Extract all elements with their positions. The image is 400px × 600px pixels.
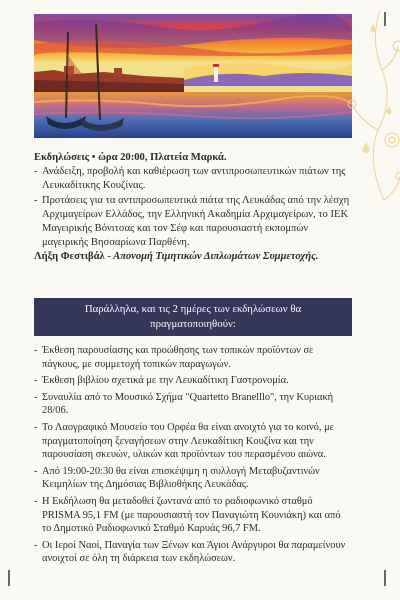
crop-mark-top (384, 12, 386, 26)
banner-line-2: πραγματοποιηθούν: (150, 318, 236, 330)
closing-label: Λήξη Φεστιβάλ (34, 251, 105, 263)
festival-closing (34, 250, 352, 264)
crop-mark-bottom-right (384, 570, 386, 586)
events-section (34, 151, 352, 265)
events-list (34, 165, 352, 250)
parallel-events-list (34, 344, 352, 566)
parallel-events-section (34, 344, 352, 569)
list-item-text: Οι Ιεροί Ναοί, Παναγία των Ξένων και Άγιοι Ανάργυροι θα παραμείνουν ανοιχτοί σε όλη τη διάρκεια των εκδηλώσεων. (42, 539, 346, 565)
list-item: - Η Εκδήλωση θα μεταδοθεί ζωντανά από το ραδιοφωνικό σταθμό PRISMA 95,1 FM (με παρουσιαστή τον Παναγιώτη Κουνιάκη) και από το Δημοτικό Ραδιοφωνικό Σταθμό Καρυάς 96,7 FM. (34, 495, 341, 535)
banner-line-1: Παράλληλα, και τις 2 ημέρες των εκδηλώσεων θα (84, 303, 302, 315)
list-item: - Συναυλία από το Μουσικό Σχήμα "Quartetto Branelllo", την Κυριακή 28/06. (34, 391, 334, 417)
list-item-text: Ανάδειξη, προβολή και καθιέρωση των αντιπροσωπευτικών πιάτων της Λευκαδίτικης Κουζίνας. (42, 166, 346, 192)
list-item-text: Έκθεση παρουσίασης και προώθησης των τοπικών προϊόντων σε πάγκους, με συμμετοχή τοπικών παραγωγών. (42, 345, 314, 370)
list-item-text: Συναυλία από το Μουσικό Σχήμα "Quartetto Branelllo", την Κυριακή 28/06. (42, 391, 334, 417)
parallel-events-banner (34, 298, 352, 336)
list-item-text: Έκθεση βιβλίου σχετικά με την Λευκαδίτικη Γαστρονομία. (42, 375, 289, 387)
list-item-text: Προτάσεις για τα αντιπροσωπευτικά πιάτα της Λευκάδας από την λέσχη Αρχιμαγείρων Ελλάδος, την Ελληνική Ακαδημία Αρχιμαγείρων, το ΙΕΚ Μαγειρικής Βόνιτσας και τον Σέφ και παρουσιαστή εκπομπών μαγειρικής Βησσαρίωνα Παρθένη. (42, 194, 350, 249)
harbor-sunset-painting (34, 14, 352, 138)
list-item: - Έκθεση παρουσίασης και προώθησης των τοπικών προϊόντων σε πάγκους, με συμμετοχή τοπικών παραγωγών. (34, 345, 314, 370)
list-item: - Ανάδειξη, προβολή και καθιέρωση των αντιπροσωπευτικών πιάτων της Λευκαδίτικης Κουζίνας. (34, 166, 346, 192)
list-item-text: Από 19:00-20:30 θα είναι επισκέψιμη η συλλογή Μεταβυζαντινών Κειμηλίων της Δημόσιας Βιβλιοθήκης Λευκάδας. (42, 465, 320, 491)
list-item: - Από 19:00-20:30 θα είναι επισκέψιμη η συλλογή Μεταβυζαντινών Κειμηλίων της Δημόσιας Βιβλιοθήκης Λευκάδας. (34, 465, 320, 491)
crop-mark-bottom-left (8, 570, 10, 586)
list-item-text: Το Λαογραφικό Μουσείο του Ορφέα θα είναι ανοιχτό για το κοινό, με πραγματοποίηση ξεναγήσεων στην Λευκαδίτικη Κουζίνα και την παρουσίαση σκευών, υλικών και προϊόντων του περασμένου αιώνα. (42, 421, 335, 461)
list-item: - Έκθεση βιβλίου σχετικά με την Λευκαδίτικη Γαστρονομία. (34, 375, 289, 387)
list-item-text: Η Εκδήλωση θα μεταδοθεί ζωντανά από το ραδιοφωνικό σταθμό PRISMA 95,1 FM (με παρουσιαστή τον Παναγιώτη Κουνιάκη) και από το Δημοτικό Ραδιοφωνικό Σταθμό Καρυάς 96,7 FM. (42, 495, 341, 535)
closing-text: - Απονομή Τιμητικών Διπλωμάτων Συμμετοχής. (104, 251, 319, 263)
list-item: - Το Λαογραφικό Μουσείο του Ορφέα θα είναι ανοιχτό για το κοινό, με πραγματοποίηση ξεναγήσεων στην Λευκαδίτικη Κουζίνα και την παρουσίαση σκευών, υλικών και προϊόντων του περασμένου αιώνα. (34, 421, 335, 461)
events-heading: Εκδηλώσεις • ώρα 20:00, Πλατεία Μαρκά. (34, 152, 227, 163)
list-item: - Προτάσεις για τα αντιπροσωπευτικά πιάτα της Λευκάδας από την λέσχη Αρχιμαγείρων Ελλάδος, την Ελληνική Ακαδημία Αρχιμαγείρων, το ΙΕΚ Μαγειρικής Βόνιτσας και τον Σέφ και παρουσιαστή εκπομπών μαγειρικής Βησσαρίωνα Παρθένη. (34, 194, 350, 249)
list-item: - Οι Ιεροί Ναοί, Παναγία των Ξένων και Άγιοι Ανάργυροι θα παραμείνουν ανοιχτοί σε όλη τη διάρκεια των εκδηλώσεων. (34, 539, 346, 565)
